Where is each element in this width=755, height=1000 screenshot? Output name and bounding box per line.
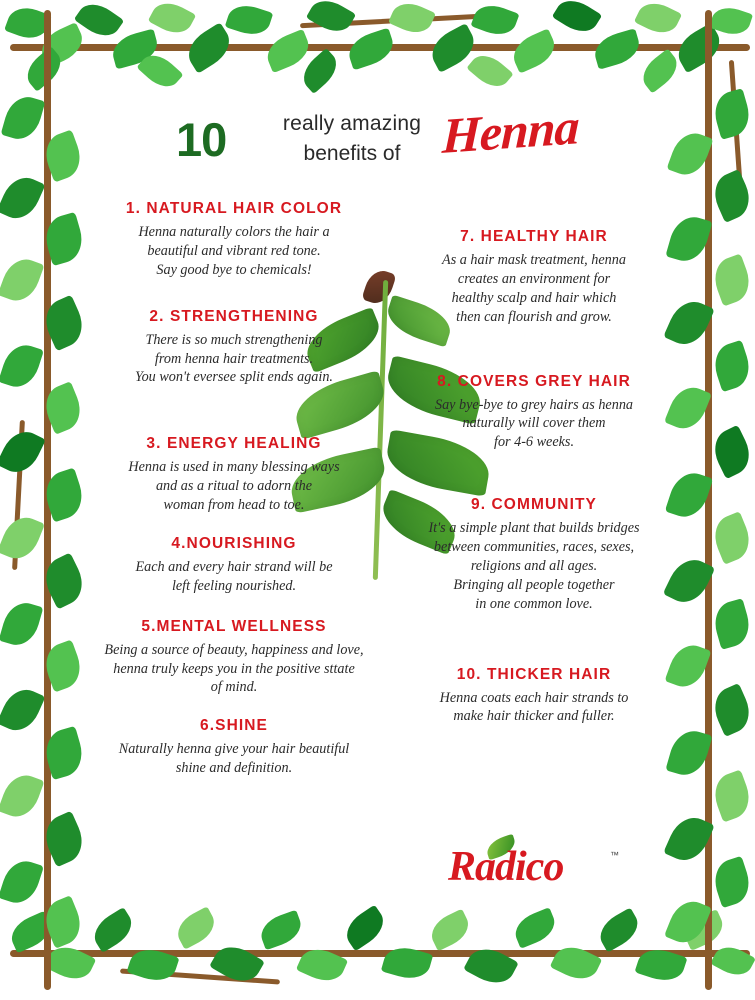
page-title (92, 96, 663, 188)
benefit-line: make hair thicker and fuller. (453, 708, 615, 725)
leaf-icon (39, 381, 87, 435)
benefit-line: creates an environment for (457, 270, 611, 287)
benefit-title: 4.NOURISHING (171, 534, 297, 552)
benefit-line: Henna coats each hair strands to (439, 689, 629, 706)
leaf-icon (634, 944, 687, 987)
leaf-icon (109, 29, 161, 70)
benefit-body (84, 641, 384, 698)
benefit-body (400, 689, 668, 727)
leaf-icon (225, 0, 274, 40)
leaf-icon (40, 212, 87, 266)
benefit-line: healthy scalp and hair which (451, 289, 617, 306)
benefit-line: from henna hair treatments. (154, 350, 314, 367)
leaf-icon (634, 0, 682, 39)
leaf-icon (708, 169, 755, 223)
benefit-item (84, 717, 384, 778)
benefit-line: As a hair mask treatment, henna (442, 252, 626, 268)
leaf-icon (148, 0, 196, 40)
leaf-icon (466, 48, 513, 94)
leaf-icon (4, 2, 52, 44)
headline-subtitle (252, 109, 452, 169)
benefit-line: Say bye-bye to grey hairs as henna (434, 396, 634, 413)
leaf-icon (6, 911, 56, 954)
leaf-icon (710, 598, 755, 650)
benefit-line: Henna naturally colors the hair a (138, 224, 330, 240)
leaf-icon (663, 295, 715, 352)
benefit-line: between communities, races, sexes, (433, 539, 635, 555)
leaf-icon (550, 940, 603, 986)
benefit-body (84, 458, 384, 515)
benefit-line: left feeling nourished. (171, 577, 297, 594)
leaf-icon (709, 770, 755, 823)
leaf-icon (671, 23, 727, 74)
leaf-icon (126, 944, 179, 987)
benefits-column-right (400, 228, 668, 743)
leaf-icon (88, 907, 138, 953)
benefit-body (400, 251, 668, 327)
benefit-line: Being a source of beauty, happiness and love, (104, 641, 364, 658)
leaf-icon (470, 0, 519, 40)
vine-border-bottom (0, 908, 755, 1000)
vine-border-left (0, 0, 92, 1000)
leaf-icon (552, 0, 602, 39)
leaf-icon (40, 640, 87, 693)
benefit-title: 9. COMMUNITY (470, 496, 597, 514)
benefit-body (84, 740, 384, 778)
leaf-icon (665, 726, 712, 780)
benefits-column-left (84, 200, 384, 795)
benefit-item (400, 373, 668, 453)
benefit-item (84, 618, 384, 698)
leaf-icon (74, 0, 124, 44)
leaf-icon (0, 856, 44, 908)
benefit-title: 5.MENTAL WELLNESS (141, 617, 327, 635)
benefit-title: 3. ENERGY HEALING (146, 435, 322, 453)
leaf-icon (508, 28, 560, 73)
leaf-icon (663, 811, 715, 868)
benefit-item (84, 200, 384, 280)
benefit-line: woman from head to toe. (163, 497, 305, 513)
benefit-item (84, 308, 384, 388)
benefit-item (84, 535, 384, 596)
benefit-line: then can flourish and grow. (456, 308, 612, 325)
benefit-line: of mind. (210, 679, 258, 696)
leaf-icon (663, 552, 716, 609)
leaf-icon (306, 0, 356, 39)
leaf-icon (707, 425, 755, 479)
leaf-icon (709, 340, 755, 392)
benefit-item (400, 228, 668, 327)
leaf-icon (0, 683, 45, 737)
leaf-icon (0, 171, 45, 225)
logo-trademark: ™ (610, 850, 619, 860)
leaf-icon (425, 23, 481, 73)
leaf-icon (708, 683, 755, 737)
benefit-line: Say good bye to chemicals! (156, 261, 312, 278)
leaf-icon (296, 942, 348, 987)
leaf-icon (709, 856, 755, 908)
leaf-icon (172, 906, 220, 950)
benefit-line: It's a simple plant that builds bridges (428, 520, 640, 537)
leaf-icon (594, 907, 644, 952)
leaf-icon (0, 770, 44, 823)
vine-border-right (663, 0, 755, 1000)
leaf-icon (344, 28, 397, 71)
benefit-line: naturally will cover them (462, 415, 606, 432)
leaf-icon (296, 48, 343, 94)
leaf-icon (0, 340, 44, 392)
leaf-icon (388, 0, 436, 39)
leaf-icon (20, 46, 67, 92)
benefit-body (400, 396, 668, 453)
leaf-icon (510, 907, 559, 949)
leaf-icon (136, 48, 183, 94)
leaf-icon (680, 909, 728, 951)
leaf-icon (340, 905, 390, 952)
leaf-icon (708, 511, 755, 565)
leaf-icon (40, 726, 87, 780)
leaf-icon (710, 88, 755, 140)
leaf-icon (665, 640, 712, 693)
headline-number: 10 (176, 113, 227, 166)
leaf-icon (181, 22, 237, 74)
leaf-icon (40, 468, 88, 523)
benefit-line: Henna is used in many blessing ways (128, 459, 340, 476)
leaf-icon (381, 942, 433, 984)
benefit-body (84, 223, 384, 280)
leaf-icon (38, 295, 90, 352)
leaf-icon (710, 941, 755, 982)
benefit-line: for 4-6 weeks. (494, 434, 574, 451)
benefit-title: 7. HEALTHY HAIR (460, 228, 608, 245)
benefit-body (400, 519, 668, 613)
benefit-line: beautiful and vibrant red tone. (147, 242, 321, 259)
leaf-icon (44, 940, 97, 986)
leaf-icon (0, 425, 46, 479)
benefit-item (400, 666, 668, 727)
leaf-icon (262, 29, 314, 73)
benefit-item (84, 435, 384, 515)
benefit-line: Naturally henna give your hair beautiful (118, 741, 350, 758)
leaf-icon (0, 511, 45, 565)
benefit-title: 1. NATURAL HAIR COLOR (125, 200, 343, 217)
benefit-line: and as a ritual to adorn the (155, 478, 313, 495)
benefit-line: religions and all ages. (470, 557, 598, 574)
benefit-line: henna truly keeps you in the positive sttate (113, 660, 355, 677)
benefit-line: in one common love. (475, 595, 593, 612)
headline-line-2: benefits of (303, 141, 401, 165)
benefit-line: You won't eversee split ends again. (135, 369, 333, 386)
leaf-icon (256, 910, 305, 951)
leaf-icon (0, 254, 44, 307)
leaf-icon (0, 598, 43, 650)
benefit-line: Bringing all people together (453, 576, 615, 593)
vine-border-top (0, 0, 755, 92)
benefit-title: 10. THICKER HAIR (456, 665, 612, 683)
leaf-icon (38, 811, 90, 868)
headline-brand-word: Henna (441, 98, 580, 164)
headline-line-1: really amazing (282, 112, 422, 135)
benefit-title: 2. STRENGTHENING (149, 307, 319, 325)
brand-logo (430, 838, 640, 900)
leaf-icon (36, 22, 89, 68)
benefit-body (84, 331, 384, 388)
benefit-title: 8. COVERS GREY HAIR (437, 372, 631, 390)
leaf-icon (38, 552, 91, 609)
leaf-icon (591, 28, 643, 70)
benefit-line: shine and definition. (175, 760, 293, 777)
leaf-icon (665, 468, 713, 523)
benefit-body (84, 558, 384, 596)
leaf-icon (664, 381, 712, 435)
leaf-icon (209, 939, 265, 990)
leaf-icon (426, 909, 474, 952)
leaf-icon (665, 212, 712, 266)
leaf-icon (463, 941, 519, 991)
leaf-icon (1, 92, 46, 144)
leaf-icon (40, 130, 87, 183)
benefit-line: There is so much strengthening (145, 331, 323, 348)
leaf-icon (709, 3, 753, 39)
benefit-item (400, 496, 668, 613)
benefit-line: Each and every hair strand will be (135, 558, 333, 575)
leaf-icon (39, 895, 87, 949)
logo-name: Radico (448, 844, 564, 890)
leaf-icon (667, 128, 714, 181)
leaf-icon (636, 48, 684, 93)
leaf-icon (709, 254, 755, 307)
leaf-icon (664, 895, 712, 949)
benefit-title: 6.SHINE (200, 717, 268, 735)
